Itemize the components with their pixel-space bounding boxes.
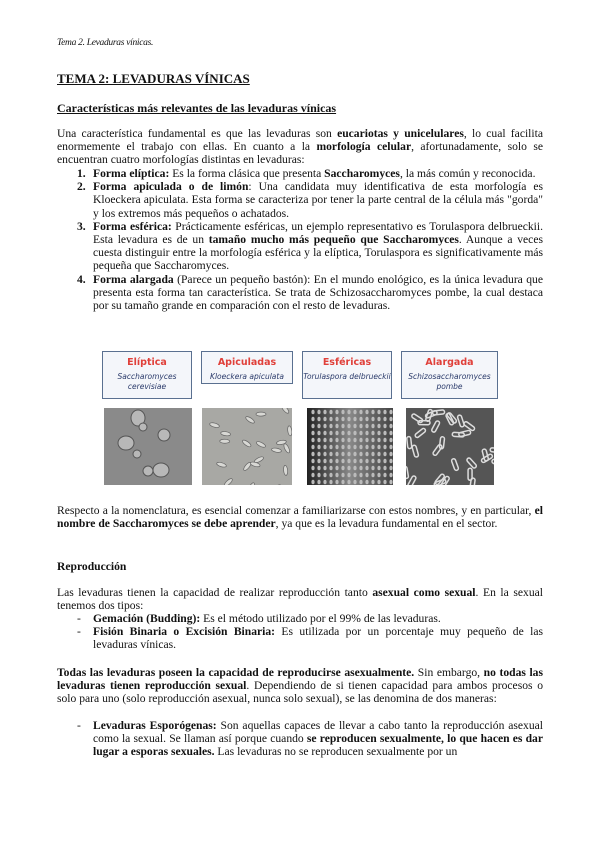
section-heading: Características más relevantes de las levaduras vínicas [57, 101, 337, 115]
running-header: Tema 2. Levaduras vínicas. [57, 38, 154, 48]
section-heading: Reproducción [57, 560, 127, 573]
nomenclature-paragraph: Respecto a la nomenclatura, es esencial comenzar a familiarizarse con estos nombres, y en particular, el nombre de Saccharomyces se debe aprender, ya que es la levadura fundamental en el sector. [57, 504, 543, 531]
page-title: TEMA 2: LEVADURAS VÍNICAS [57, 71, 250, 86]
list-item: 3. Forma esférica: Prácticamente esféricas, un ejemplo representativo es Torulaspora delbrueckii. Esta levadura es de un tamaño mucho más pequeño que Saccharomyces. Aunque a veces cuesta distinguir entre la morfología esférica y la elíptica, Torulaspora es significativamente más pequeña que Saccharomyces. [77, 219, 544, 273]
morphology-list [57, 167, 543, 312]
elliptical-yeast-micrograph [104, 408, 192, 485]
apiculate-yeast-micrograph [202, 408, 292, 485]
figure-label: Alargada Schizosaccharomyces pombe [401, 351, 498, 399]
figure-label: Elíptica Saccharomyces cerevisiae [102, 351, 192, 399]
yeast-morphology-figure [102, 351, 502, 487]
list-item: - Fisión Binaria o Excisión Binaria: Es utilizada por un porcentaje muy pequeño de las levaduras vínicas. [77, 625, 543, 652]
spherical-yeast-micrograph [307, 408, 393, 485]
yeast-classes-list [57, 719, 543, 759]
reproduction-types-list [57, 612, 543, 652]
list-item: 2. Forma apiculada o de limón: Una candidata muy identificativa de esta morfología es Kloeckera apiculata. Esta forma se caracteriza por tener la parte central de la célula más "gorda" y los extremos más pequeños o achatados. [77, 180, 543, 220]
reproduction-paragraph: Las levaduras tienen la capacidad de realizar reproducción tanto asexual como sexual. En la sexual tenemos dos tipos: [57, 586, 543, 613]
figure-label: Esféricas Torulaspora delbrueckii [302, 351, 392, 399]
list-item: 4. Forma alargada (Parece un pequeño bastón): En el mundo enológico, es la única levadura que presenta esta forma tan característica. Se trata de Schizosaccharomyces pombe, la cual destaca por su tamaño grande en comparación con el resto de levaduras. [77, 272, 543, 313]
figure-label: Apiculadas Kloeckera apiculata [201, 351, 293, 384]
elongated-yeast-micrograph [406, 408, 494, 485]
list-item: 1. Forma elíptica: Es la forma clásica que presenta Saccharomyces, la más común y reconocida. [77, 167, 536, 180]
intro-paragraph: Una característica fundamental es que las levaduras son eucariotas y unicelulares, lo cual facilita enormemente el trabajo con ellas. En cuanto a la morfología celular, afortunadamente, solo se encuentran cuatro morfologías distintas en levaduras: [57, 127, 543, 167]
sexual-reproduction-paragraph: Todas las levaduras poseen la capacidad de reproducirse asexualmente. Sin embargo, no todas las levaduras tienen reproducción sexual. Dependiendo de si tienen capacidad para ambos procesos o solo para uno (solo reproducción asexual, nunca solo sexual), se las denomina de dos maneras: [57, 666, 543, 706]
list-item: - Gemación (Budding): Es el método utilizado por el 99% de las levaduras. [77, 612, 441, 625]
list-item: - Levaduras Esporógenas: Son aquellas capaces de llevar a cabo tanto la reproducción asexual como la sexual. Se llaman así porque cuando se reproducen sexualmente, lo que hacen es dar lugar a esporas sexuales. Las levaduras no se reproducen sexualmente por un [77, 719, 543, 759]
